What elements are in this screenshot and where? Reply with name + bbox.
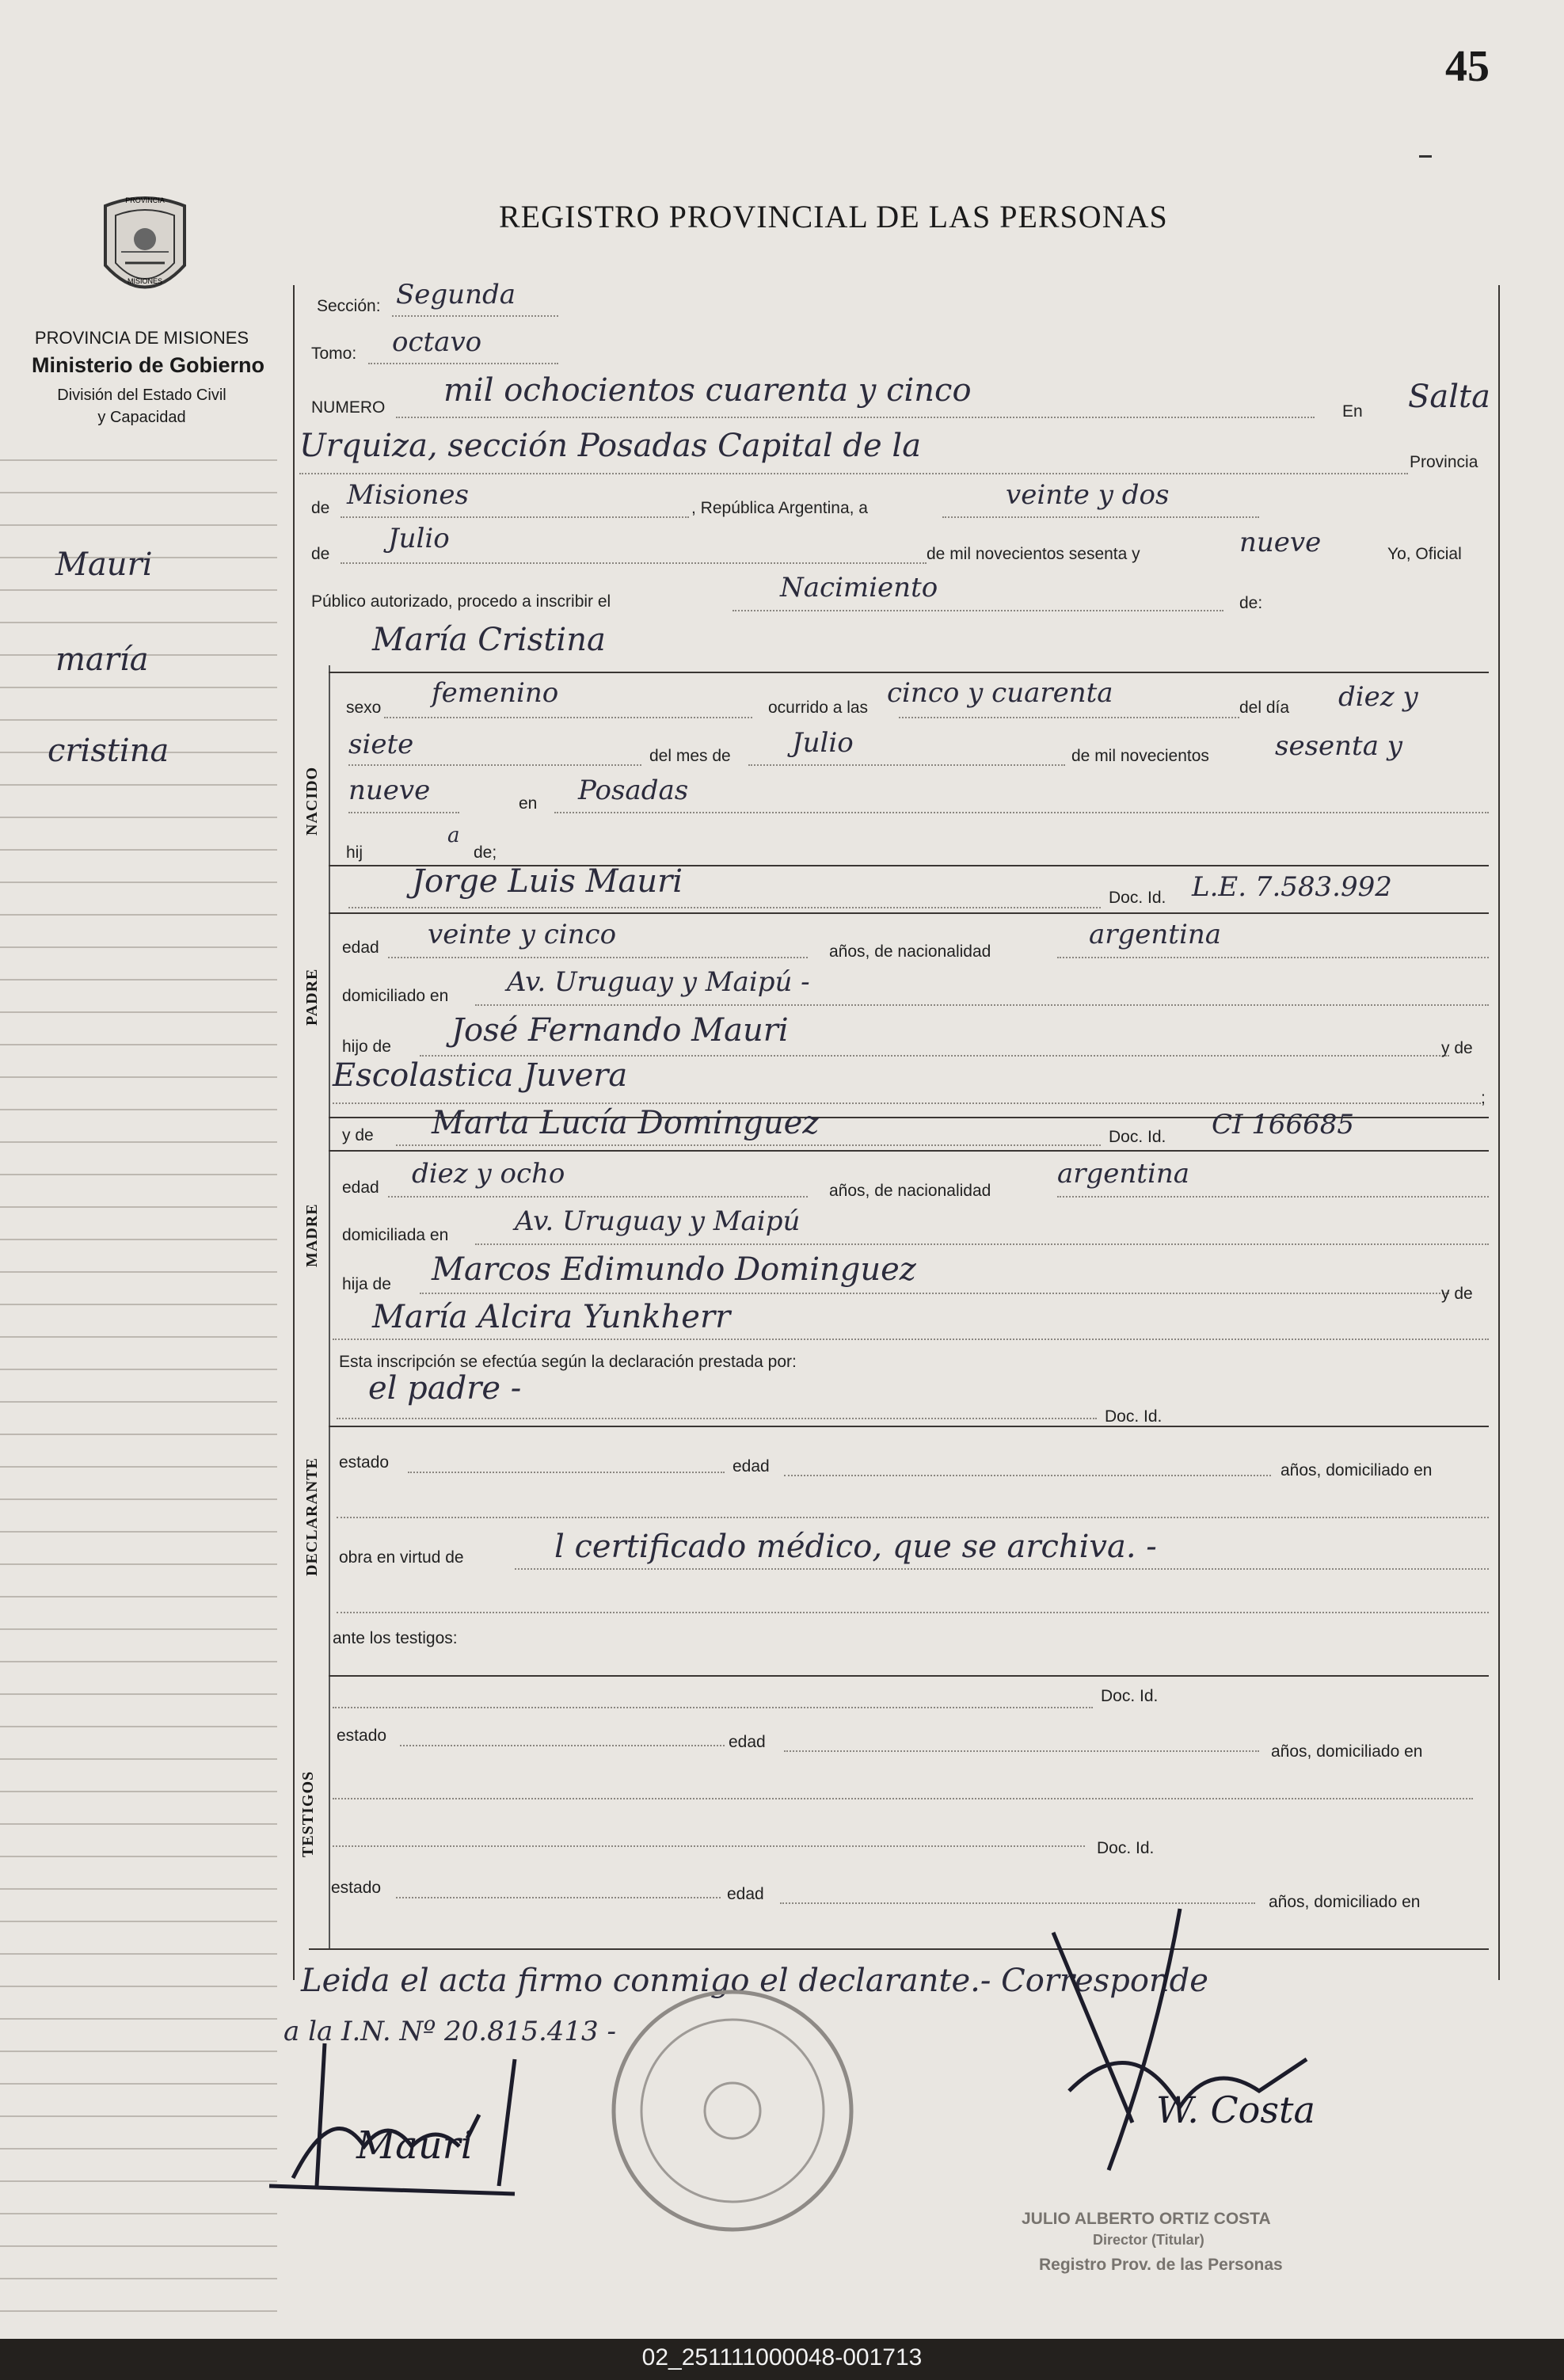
margin-ruled-line: [0, 622, 277, 623]
section-madre: MADRE: [303, 1203, 321, 1267]
nacido-mes-value: Julio: [792, 727, 854, 759]
margin-ruled-line: [0, 1531, 277, 1533]
margin-ruled-line: [0, 1498, 277, 1500]
provincia-label: Provincia: [1410, 453, 1478, 471]
madre-edad-label: edad: [342, 1179, 379, 1197]
header-separator: [329, 672, 1489, 673]
declarante-nombre: el padre -: [368, 1370, 522, 1407]
padre-hijo-value: José Fernando Mauri: [451, 1012, 789, 1049]
seccion-value: Segunda: [396, 279, 516, 310]
declarante-separator: [329, 1675, 1489, 1677]
margin-ruled-line: [0, 1596, 277, 1597]
margin-ruled-line: [0, 2278, 277, 2279]
margin-ruled-line: [0, 1628, 277, 1630]
declarante-edad-label: edad: [733, 1457, 770, 1476]
margin-ruled-line: [0, 1823, 277, 1825]
section-padre: PADRE: [303, 968, 321, 1026]
anio-value-2: nueve: [348, 775, 431, 806]
republica-label: , República Argentina, a: [691, 499, 868, 517]
de-colon: de:: [1239, 594, 1263, 612]
margin-ruled-line: [0, 2018, 277, 2020]
provincia-value: Misiones: [347, 479, 469, 511]
parent-signature-icon: [261, 2028, 562, 2226]
testigo2-estado-label: estado: [331, 1879, 382, 1897]
margin-ruled-line: [0, 1986, 277, 1987]
margin-ruled-line: [0, 1791, 277, 1792]
margin-ruled-line: [0, 1693, 277, 1695]
anio-label: de mil novecientos sesenta y: [927, 545, 1140, 563]
margin-ruled-line: [0, 1174, 277, 1175]
seccion-label: Sección:: [317, 297, 381, 315]
testigo2-anios-label: años, domiciliado en: [1269, 1893, 1421, 1911]
margin-ruled-line: [0, 914, 277, 916]
testigo1-doc-label: Doc. Id.: [1101, 1687, 1159, 1705]
en-label-nacido: en: [519, 794, 538, 813]
publico-label: Público autorizado, procedo a inscribir el: [311, 592, 611, 611]
margin-ruled-line: [0, 1953, 277, 1955]
margin-ruled-line: [0, 784, 277, 786]
padre-doc-value: L.E. 7.583.992: [1192, 871, 1392, 903]
province-seal-icon: [93, 190, 196, 309]
sexo-label: sexo: [346, 699, 382, 717]
page-number: 45: [1445, 42, 1490, 91]
margin-ruled-line: [0, 1401, 277, 1403]
anio-value: nueve: [1239, 527, 1322, 558]
stamp-name: JULIO ALBERTO ORTIZ COSTA: [1022, 2210, 1271, 2228]
padre-nac-label: años, de nacionalidad: [829, 942, 991, 961]
seal-bottom-text: MISIONES: [127, 277, 163, 285]
testigo1-anios-label: años, domiciliado en: [1271, 1742, 1423, 1761]
numero-label: NUMERO: [311, 398, 386, 417]
margin-ruled-line: [0, 1563, 277, 1565]
official-round-stamp-icon: [602, 1980, 863, 2241]
section-declarante: DECLARANTE: [303, 1457, 321, 1576]
margin-ruled-line: [0, 1758, 277, 1760]
madre-nombre: Marta Lucía Dominguez: [432, 1105, 820, 1141]
padre-dom-label: domiciliado en: [342, 987, 449, 1005]
declarante-intro: Esta inscripción se efectúa según la declaración prestada por:: [339, 1353, 797, 1371]
madre-nac-value: argentina: [1057, 1158, 1190, 1190]
page-title: REGISTRO PROVINCIAL DE LAS PERSONAS: [499, 199, 1168, 234]
parent-signature-text: Mauri: [356, 2123, 473, 2168]
en-label: En: [1342, 402, 1363, 421]
margin-ruled-line: [0, 1369, 277, 1370]
madre-dom-value: Av. Uruguay y Maipú: [515, 1205, 801, 1237]
margin-ruled-line: [0, 1726, 277, 1727]
padre-nombre: Jorge Luis Mauri: [412, 863, 683, 900]
margin-ruled-line: [0, 589, 277, 591]
tomo-value: octavo: [392, 326, 482, 358]
madre-dom-label: domiciliada en: [342, 1226, 449, 1244]
padre-hijo-label: hijo de: [342, 1038, 391, 1056]
padre-doc-label: Doc. Id.: [1109, 889, 1166, 907]
madre-nac-label: años, de nacionalidad: [829, 1182, 991, 1200]
numero-value: mil ochocientos cuarenta y cinco: [443, 372, 972, 409]
margin-note-name2: cristina: [48, 733, 169, 769]
madre-edad-value: diez y ocho: [412, 1158, 565, 1190]
margin-ruled-line: [0, 1109, 277, 1110]
acto-value: Nacimiento: [780, 572, 938, 604]
declarante-top-line: [329, 1426, 1489, 1427]
margin-note-surname: Mauri: [55, 546, 153, 583]
padre-y-de-label: y de: [1441, 1039, 1473, 1057]
madre-abuela-value: María Alcira Yunkherr: [372, 1299, 731, 1335]
margin-ruled-line: [0, 1304, 277, 1305]
mes-label: del mes de: [649, 747, 731, 765]
closing-line1: Leida el acta firmo conmigo el declarante.- Corresponde: [301, 1963, 1208, 1999]
margin-ruled-line: [0, 687, 277, 688]
margin-ruled-line: [0, 1044, 277, 1045]
en-value-2: Urquiza, sección Posadas Capital de la: [299, 428, 922, 464]
seal-top-text: PROVINCIA: [125, 196, 165, 204]
en-value-1: Salta: [1408, 379, 1490, 415]
mes-value: Julio: [388, 523, 450, 554]
margin-ruled-line: [0, 2115, 277, 2117]
de-label-2: de: [311, 545, 330, 563]
declarante-estado-label: estado: [339, 1453, 390, 1472]
margin-ruled-line: [0, 1856, 277, 1857]
margin-ruled-line: [0, 2213, 277, 2214]
margin-ruled-line: [0, 492, 277, 493]
margin-ruled-line: [0, 946, 277, 948]
testigo1-estado-label: estado: [337, 1727, 387, 1745]
testigo2-edad-label: edad: [727, 1885, 764, 1903]
official-signature-icon: [1022, 1885, 1338, 2186]
declarante-obra-value: l certificado médico, que se archiva. -: [554, 1529, 1157, 1565]
nacido-anio-label: de mil novecientos: [1071, 747, 1209, 765]
closing-line2: a la I.N. Nº 20.815.413 -: [283, 2016, 616, 2047]
margin-ruled-line: [0, 2310, 277, 2312]
padre-top-line: [329, 912, 1489, 914]
margin-ruled-line: [0, 2083, 277, 2085]
padre-nac-value: argentina: [1089, 919, 1222, 950]
margin-ruled-line: [0, 2180, 277, 2182]
madre-doc-value: CI 166685: [1212, 1109, 1355, 1140]
margin-ruled-line: [0, 459, 277, 461]
declarante-testigos-label: ante los testigos:: [333, 1629, 458, 1647]
section-inner-border: [329, 665, 330, 1948]
hora-value: cinco y cuarenta: [887, 677, 1113, 709]
padre-madre-value: Escolastica Juvera: [333, 1057, 628, 1094]
issuer-line2: Ministerio de Gobierno: [31, 353, 265, 377]
margin-ruled-line: [0, 1466, 277, 1468]
madre-top-line: [329, 1150, 1489, 1152]
issuer-line3: División del Estado Civil: [57, 387, 226, 404]
stamp-title: Director (Titular): [1093, 2232, 1204, 2248]
padre-edad-label: edad: [342, 939, 379, 957]
issuer-line1: PROVINCIA DE MISIONES: [34, 328, 249, 348]
dia-value-1: diez y: [1338, 681, 1418, 713]
margin-ruled-line: [0, 1206, 277, 1208]
madre-y-de-label: y de: [342, 1126, 374, 1144]
testigo1-edad-label: edad: [729, 1733, 766, 1751]
madre-y-de-label-2: y de: [1441, 1285, 1473, 1303]
madre-doc-label: Doc. Id.: [1109, 1128, 1166, 1146]
margin-ruled-line: [0, 1888, 277, 1890]
lugar-value: Posadas: [578, 775, 689, 806]
issuer-line4: y Capacidad: [97, 409, 186, 426]
corner-mark: [1419, 155, 1432, 158]
padre-edad-value: veinte y cinco: [428, 919, 617, 950]
dia-value: veinte y dos: [1006, 479, 1170, 511]
margin-ruled-line: [0, 1271, 277, 1273]
anio-value-1: sesenta y: [1275, 730, 1402, 762]
margin-ruled-line: [0, 1239, 277, 1240]
margin-ruled-line: [0, 1336, 277, 1338]
margin-ruled-line: [0, 1661, 277, 1662]
tomo-label: Tomo:: [311, 345, 357, 363]
section-nacido: NACIDO: [303, 766, 321, 836]
padre-dom-value: Av. Uruguay y Maipú -: [507, 966, 810, 998]
margin-ruled-line: [0, 1076, 277, 1078]
margin-ruled-line: [0, 1141, 277, 1143]
oficial-label: Yo, Oficial: [1387, 545, 1462, 563]
stamp-office: Registro Prov. de las Personas: [1039, 2256, 1283, 2274]
declarante-obra-label: obra en virtud de: [339, 1548, 464, 1567]
margin-ruled-line: [0, 817, 277, 818]
declarante-anios-label: años, domiciliado en: [1281, 1461, 1433, 1479]
margin-ruled-line: [0, 524, 277, 526]
margin-ruled-line: [0, 2245, 277, 2247]
testigo2-doc-label: Doc. Id.: [1097, 1839, 1155, 1857]
scan-footer-id: 02_251111000048-001713: [641, 2344, 923, 2370]
madre-hija-value: Marcos Edimundo Dominguez: [432, 1251, 916, 1288]
ocurrido-label: ocurrido a las: [768, 699, 869, 717]
de-label: de: [311, 499, 330, 517]
main-right-border: [1498, 285, 1500, 1980]
hij-value: a: [447, 824, 460, 847]
del-dia-label: del día: [1239, 699, 1290, 717]
margin-ruled-line: [0, 882, 277, 883]
margin-ruled-line: [0, 1434, 277, 1435]
margin-ruled-line: [0, 2148, 277, 2150]
sexo-value: femenino: [432, 677, 559, 709]
madre-hija-label: hija de: [342, 1275, 391, 1293]
hij-label: hij: [346, 843, 363, 862]
margin-ruled-line: [0, 719, 277, 721]
section-testigos: TESTIGOS: [299, 1770, 317, 1857]
dia-value-2: siete: [348, 729, 414, 760]
main-left-border: [293, 285, 295, 1980]
margin-ruled-line: [0, 979, 277, 981]
margin-ruled-line: [0, 2051, 277, 2052]
nombre-nacido: María Cristina: [372, 622, 606, 658]
padre-semicolon: ;: [1481, 1089, 1486, 1107]
margin-note-name1: maría: [55, 642, 149, 678]
margin-ruled-line: [0, 849, 277, 851]
official-signature-text: W. Costa: [1156, 2089, 1315, 2131]
margin-ruled-line: [0, 1921, 277, 1922]
de-label-nacido: de;: [474, 843, 497, 862]
margin-ruled-line: [0, 1011, 277, 1013]
declarante-doc-label: Doc. Id.: [1105, 1407, 1163, 1426]
